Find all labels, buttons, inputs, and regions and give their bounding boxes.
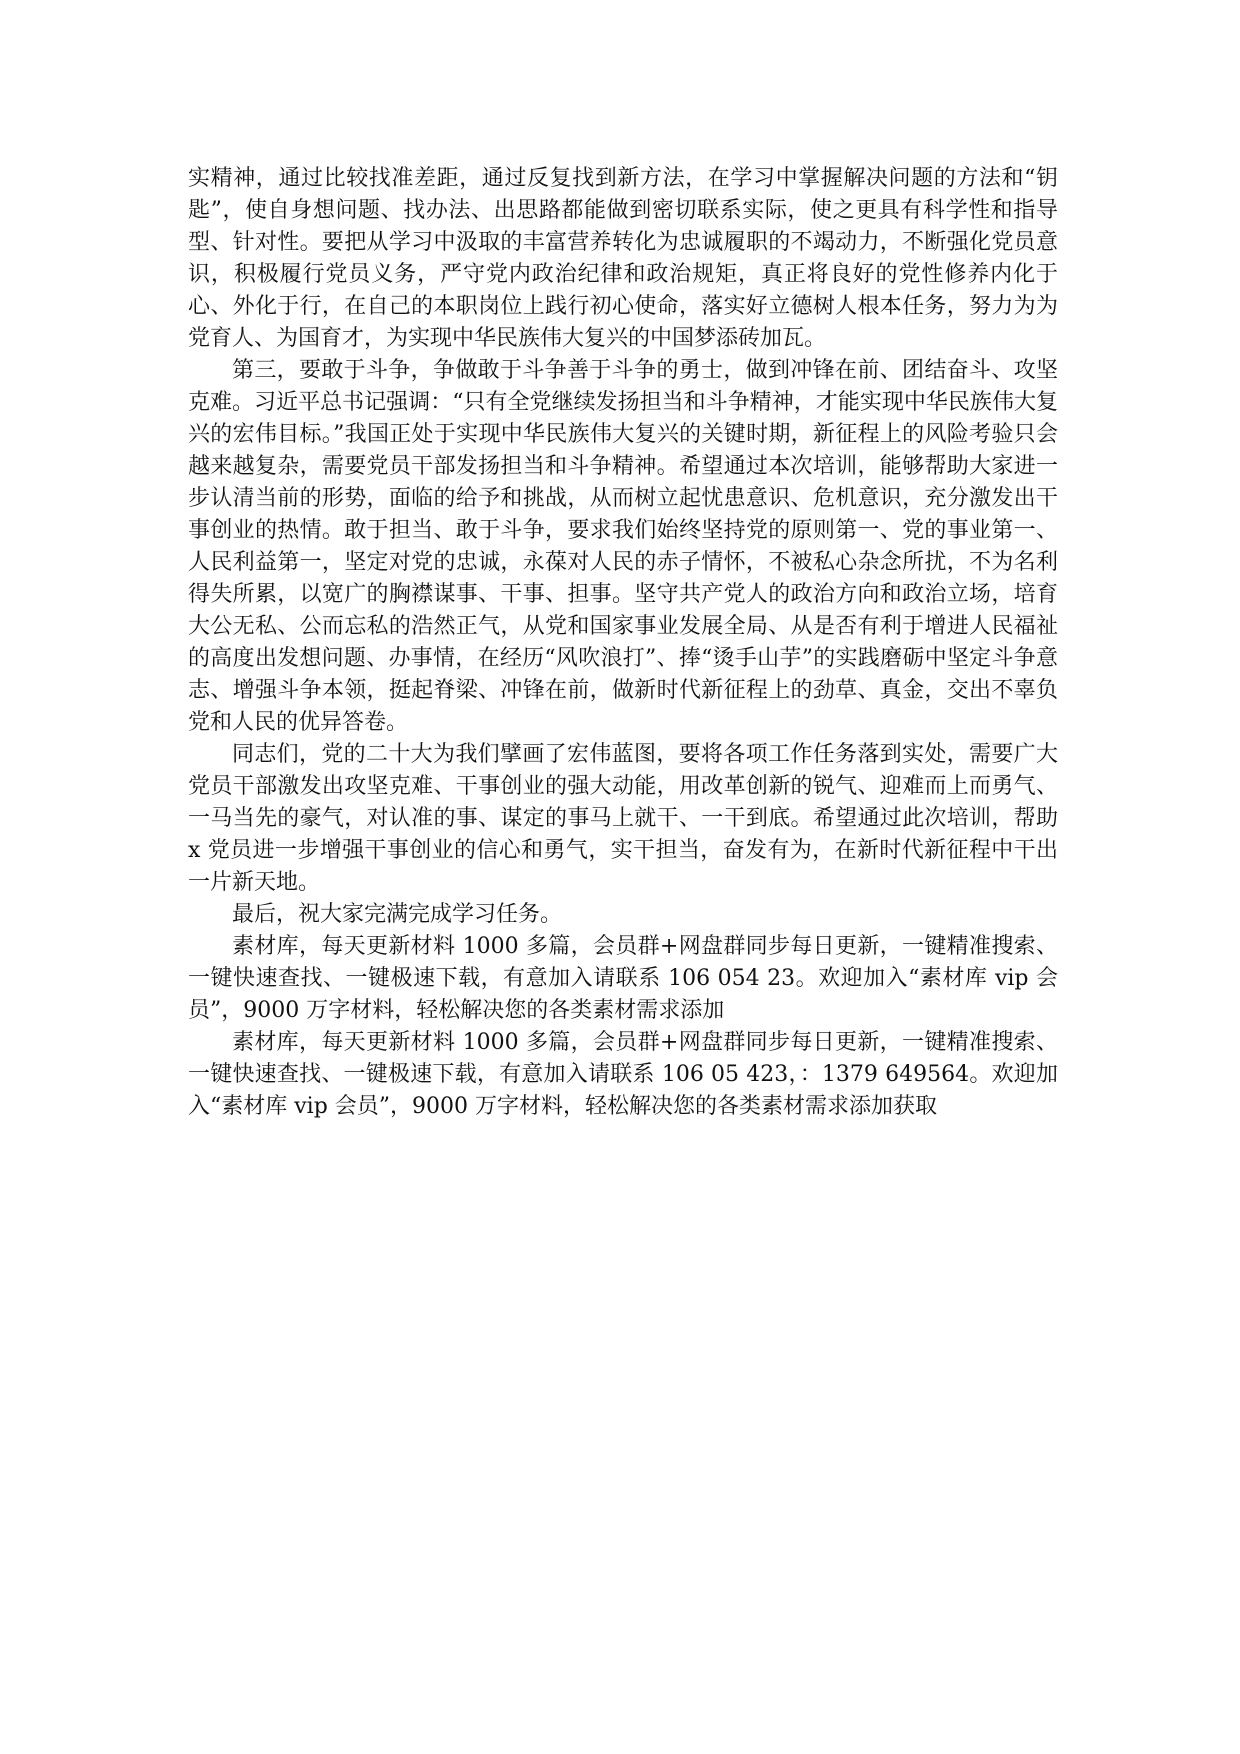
paragraph-third-point: 第三，要敢于斗争，争做敢于斗争善于斗争的勇士，做到冲锋在前、团结奋斗、攻坚克难。习近平总书记强调：“只有全党继续发扬担当和斗争精神，才能实现中华民族伟大复兴的宏伟目标。”我国正处于实现中华民族伟大复兴的关键时期，新征程上的风险考验只会越来越复杂，需要党员干部发扬担当和斗争精神。希望通过本次培训，能够帮助大家进一步认清当前的形势，面临的给予和挑战，从而树立起忧患意识、危机意识，充分激发出干事创业的热情。敢于担当、敢于斗争，要求我们始终坚持党的原则第一、党的事业第一、人民利益第一，坚定对党的忠诚，永葆对人民的赤子情怀，不被私心杂念所扰，不为名利得失所累，以宽广的胸襟谋事、干事、担事。坚守共产党人的政治方向和政治立场，培育大公无私、公而忘私的浩然正气，从党和国家事业发展全局、从是否有利于增进人民福祉的高度出发想问题、办事情，在经历“风吹浪打”、捧“烫手山芋”的实践磨砺中坚定斗争意志、增强斗争本领，挺起脊梁、冲锋在前，做新时代新征程上的劲草、真金，交出不辜负党和人民的优异答卷。: [188, 358, 1058, 735]
document-body: [188, 163, 1058, 1123]
paragraph-advert-2: 素材库，每天更新材料 1000 多篇，会员群+网盘群同步每日更新，一键精准搜索、一键快速查找、一键极速下载，有意加入请联系 106 05 423，：1379 649564。欢迎加入“素材库 vip 会员”，9000 万字材料，轻松解决您的各类素材需求添加获取: [188, 1030, 1058, 1119]
paragraph-closing: 最后，祝大家完满完成学习任务。: [232, 902, 563, 927]
paragraph-advert-1: 素材库，每天更新材料 1000 多篇，会员群+网盘群同步每日更新，一键精准搜索、一键快速查找、一键极速下载，有意加入请联系 106 054 23。欢迎加入“素材库 vip 会员”，9000 万字材料，轻松解决您的各类素材需求添加: [188, 934, 1058, 1023]
paragraph-continuation: 实精神，通过比较找准差距，通过反复找到新方法，在学习中掌握解决问题的方法和“钥匙”，使自身想问题、找办法、出思路都能做到密切联系实际，使之更具有科学性和指导型、针对性。要把从学习中汲取的丰富营养转化为忠诚履职的不竭动力，不断强化党员意识，积极履行党员义务，严守党内政治纪律和政治规矩，真正将良好的党性修养内化于心、外化于行，在自己的本职岗位上践行初心使命，落实好立德树人根本任务，努力为为党育人、为国育才，为实现中华民族伟大复兴的中国梦添砖加瓦。: [188, 166, 1058, 351]
paragraph-comrades: 同志们，党的二十大为我们擘画了宏伟蓝图，要将各项工作任务落到实处，需要广大党员干部激发出攻坚克难、干事创业的强大动能，用改革创新的锐气、迎难而上而勇气、一马当先的豪气，对认准的事、谋定的事马上就干、一干到底。希望通过此次培训，帮助 x 党员进一步增强干事创业的信心和勇气，实干担当，奋发有为，在新时代新征程中干出一片新天地。: [188, 742, 1058, 895]
